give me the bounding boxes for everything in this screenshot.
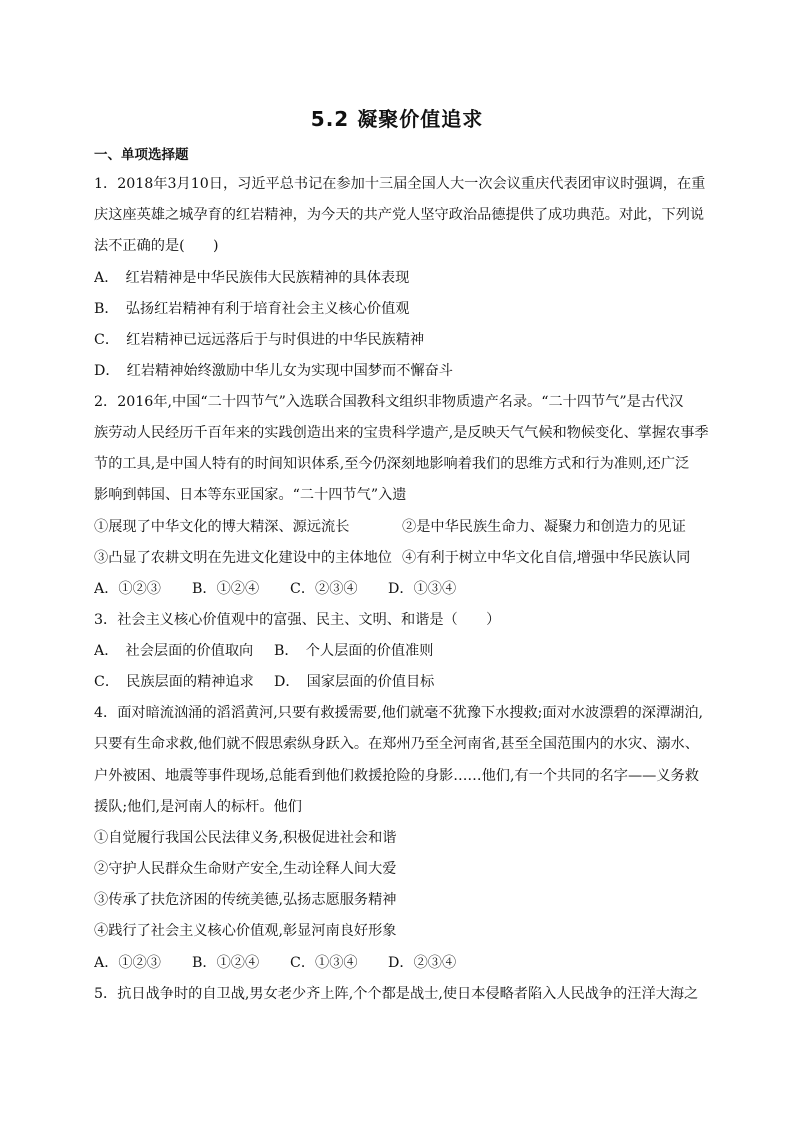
q2-statement-row-1 [94, 517, 714, 537]
q4-statement-3: ③传承了扶危济困的传统美德,弘扬志愿服务精神 [94, 892, 397, 908]
q1-stem-line-2: 庆这座英雄之城孕育的红岩精神，为今天的共产党人坚守政治品德提供了成功典范。对此，下列说 [94, 207, 705, 223]
q4-stem-line-1: 4．面对暗流汹涌的滔滔黄河,只要有救援需要,他们就毫不犹豫下水搜救;面对水波漂碧的深潭湖泊, [94, 705, 704, 721]
q2-choice-a: A．①②③ [94, 581, 161, 597]
q4-statement-2: ②守护人民群众生命财产安全,生动诠释人间大爱 [94, 861, 397, 877]
q4-stem-line-3: 户外被困、地震等事件现场,总能看到他们救援抢险的身影……他们,有一个共同的名字——义务救 [94, 768, 699, 784]
q2-choice-c: C．②③④ [290, 581, 358, 597]
q1-option-b: B． 弘扬红岩精神有利于培育社会主义核心价值观 [94, 301, 410, 317]
q2-stem-line-4: 影响到韩国、日本等东亚国家。“二十四节气”入遗 [94, 487, 407, 503]
q2-statement-row-2 [94, 548, 714, 568]
q4-stem-line-4: 援队;他们,是河南人的标杆。他们 [94, 799, 302, 815]
page-title: 5.2 凝聚价值追求 [310, 107, 484, 131]
q3-option-b: B． 个人层面的价值准则 [274, 643, 434, 659]
q2-choices [94, 579, 714, 599]
section-heading: 一、单项选择题 [94, 147, 189, 163]
q3-options-row-1 [94, 641, 714, 661]
q2-statement-4: ④有利于树立中华文化自信,增强中华民族认同 [402, 550, 691, 566]
q4-choice-c: C．①③④ [290, 955, 358, 971]
q4-statement-4: ④践行了社会主义核心价值观,彰显河南良好形象 [94, 923, 397, 939]
q3-option-c: C． 民族层面的精神追求 [94, 674, 254, 690]
q4-statement-1: ①自觉履行我国公民法律义务,积极促进社会和谐 [94, 830, 397, 846]
q1-stem-line-1: 1．2018年3月10日，习近平总书记在参加十三届全国人大一次会议重庆代表团审议时强调，在重 [94, 176, 706, 192]
q4-choice-d: D．②③④ [388, 955, 457, 971]
q2-choice-b: B．①②④ [192, 581, 260, 597]
q3-options-row-2 [94, 672, 714, 692]
q2-statement-1: ①展现了中华文化的博大精深、源远流长 [94, 519, 350, 535]
q2-statement-2: ②是中华民族生命力、凝聚力和创造力的见证 [402, 519, 686, 535]
q4-choice-a: A．①②③ [94, 955, 161, 971]
q4-stem-line-2: 只要有生命求救,他们就不假思索纵身跃入。在郑州乃至全河南省,甚至全国范围内的水灾、溺水、 [94, 736, 699, 752]
q3-option-a: A． 社会层面的价值取向 [94, 643, 254, 659]
q1-stem-line-3: 法不正确的是( ) [94, 238, 219, 254]
q2-statement-3: ③凸显了农耕文明在先进文化建设中的主体地位 [94, 550, 392, 566]
q1-option-d: D． 红岩精神始终激励中华儿女为实现中国梦而不懈奋斗 [94, 363, 453, 379]
q1-option-c: C． 红岩精神已远远落后于与时俱进的中华民族精神 [94, 332, 425, 348]
q3-option-d: D． 国家层面的价值目标 [274, 674, 435, 690]
q4-choice-b: B．①②④ [192, 955, 260, 971]
q2-choice-d: D．①③④ [388, 581, 457, 597]
q4-choices [94, 953, 714, 973]
q5-stem-line-1: 5．抗日战争时的自卫战,男女老少齐上阵,个个都是战士,使日本侵略者陷入人民战争的汪洋大海之 [94, 986, 699, 1002]
q2-stem-line-2: 族劳动人民经历千百年来的实践创造出来的宝贵科学遗产,是反映天气气候和物候变化、掌握农事季 [94, 425, 709, 441]
q1-option-a: A． 红岩精神是中华民族伟大民族精神的具体表现 [94, 270, 410, 286]
q2-stem-line-1: 2．2016年,中国“二十四节气”入选联合国教科文组织非物质遗产名录。“二十四节气”是古代汉 [94, 394, 684, 410]
q3-stem: 3．社会主义核心价值观中的富强、民主、文明、和谐是（ ） [94, 612, 501, 628]
q2-stem-line-3: 节的工具,是中国人特有的时间知识体系,至今仍深刻地影响着我们的思维方式和行为准则,还广泛 [94, 456, 690, 472]
